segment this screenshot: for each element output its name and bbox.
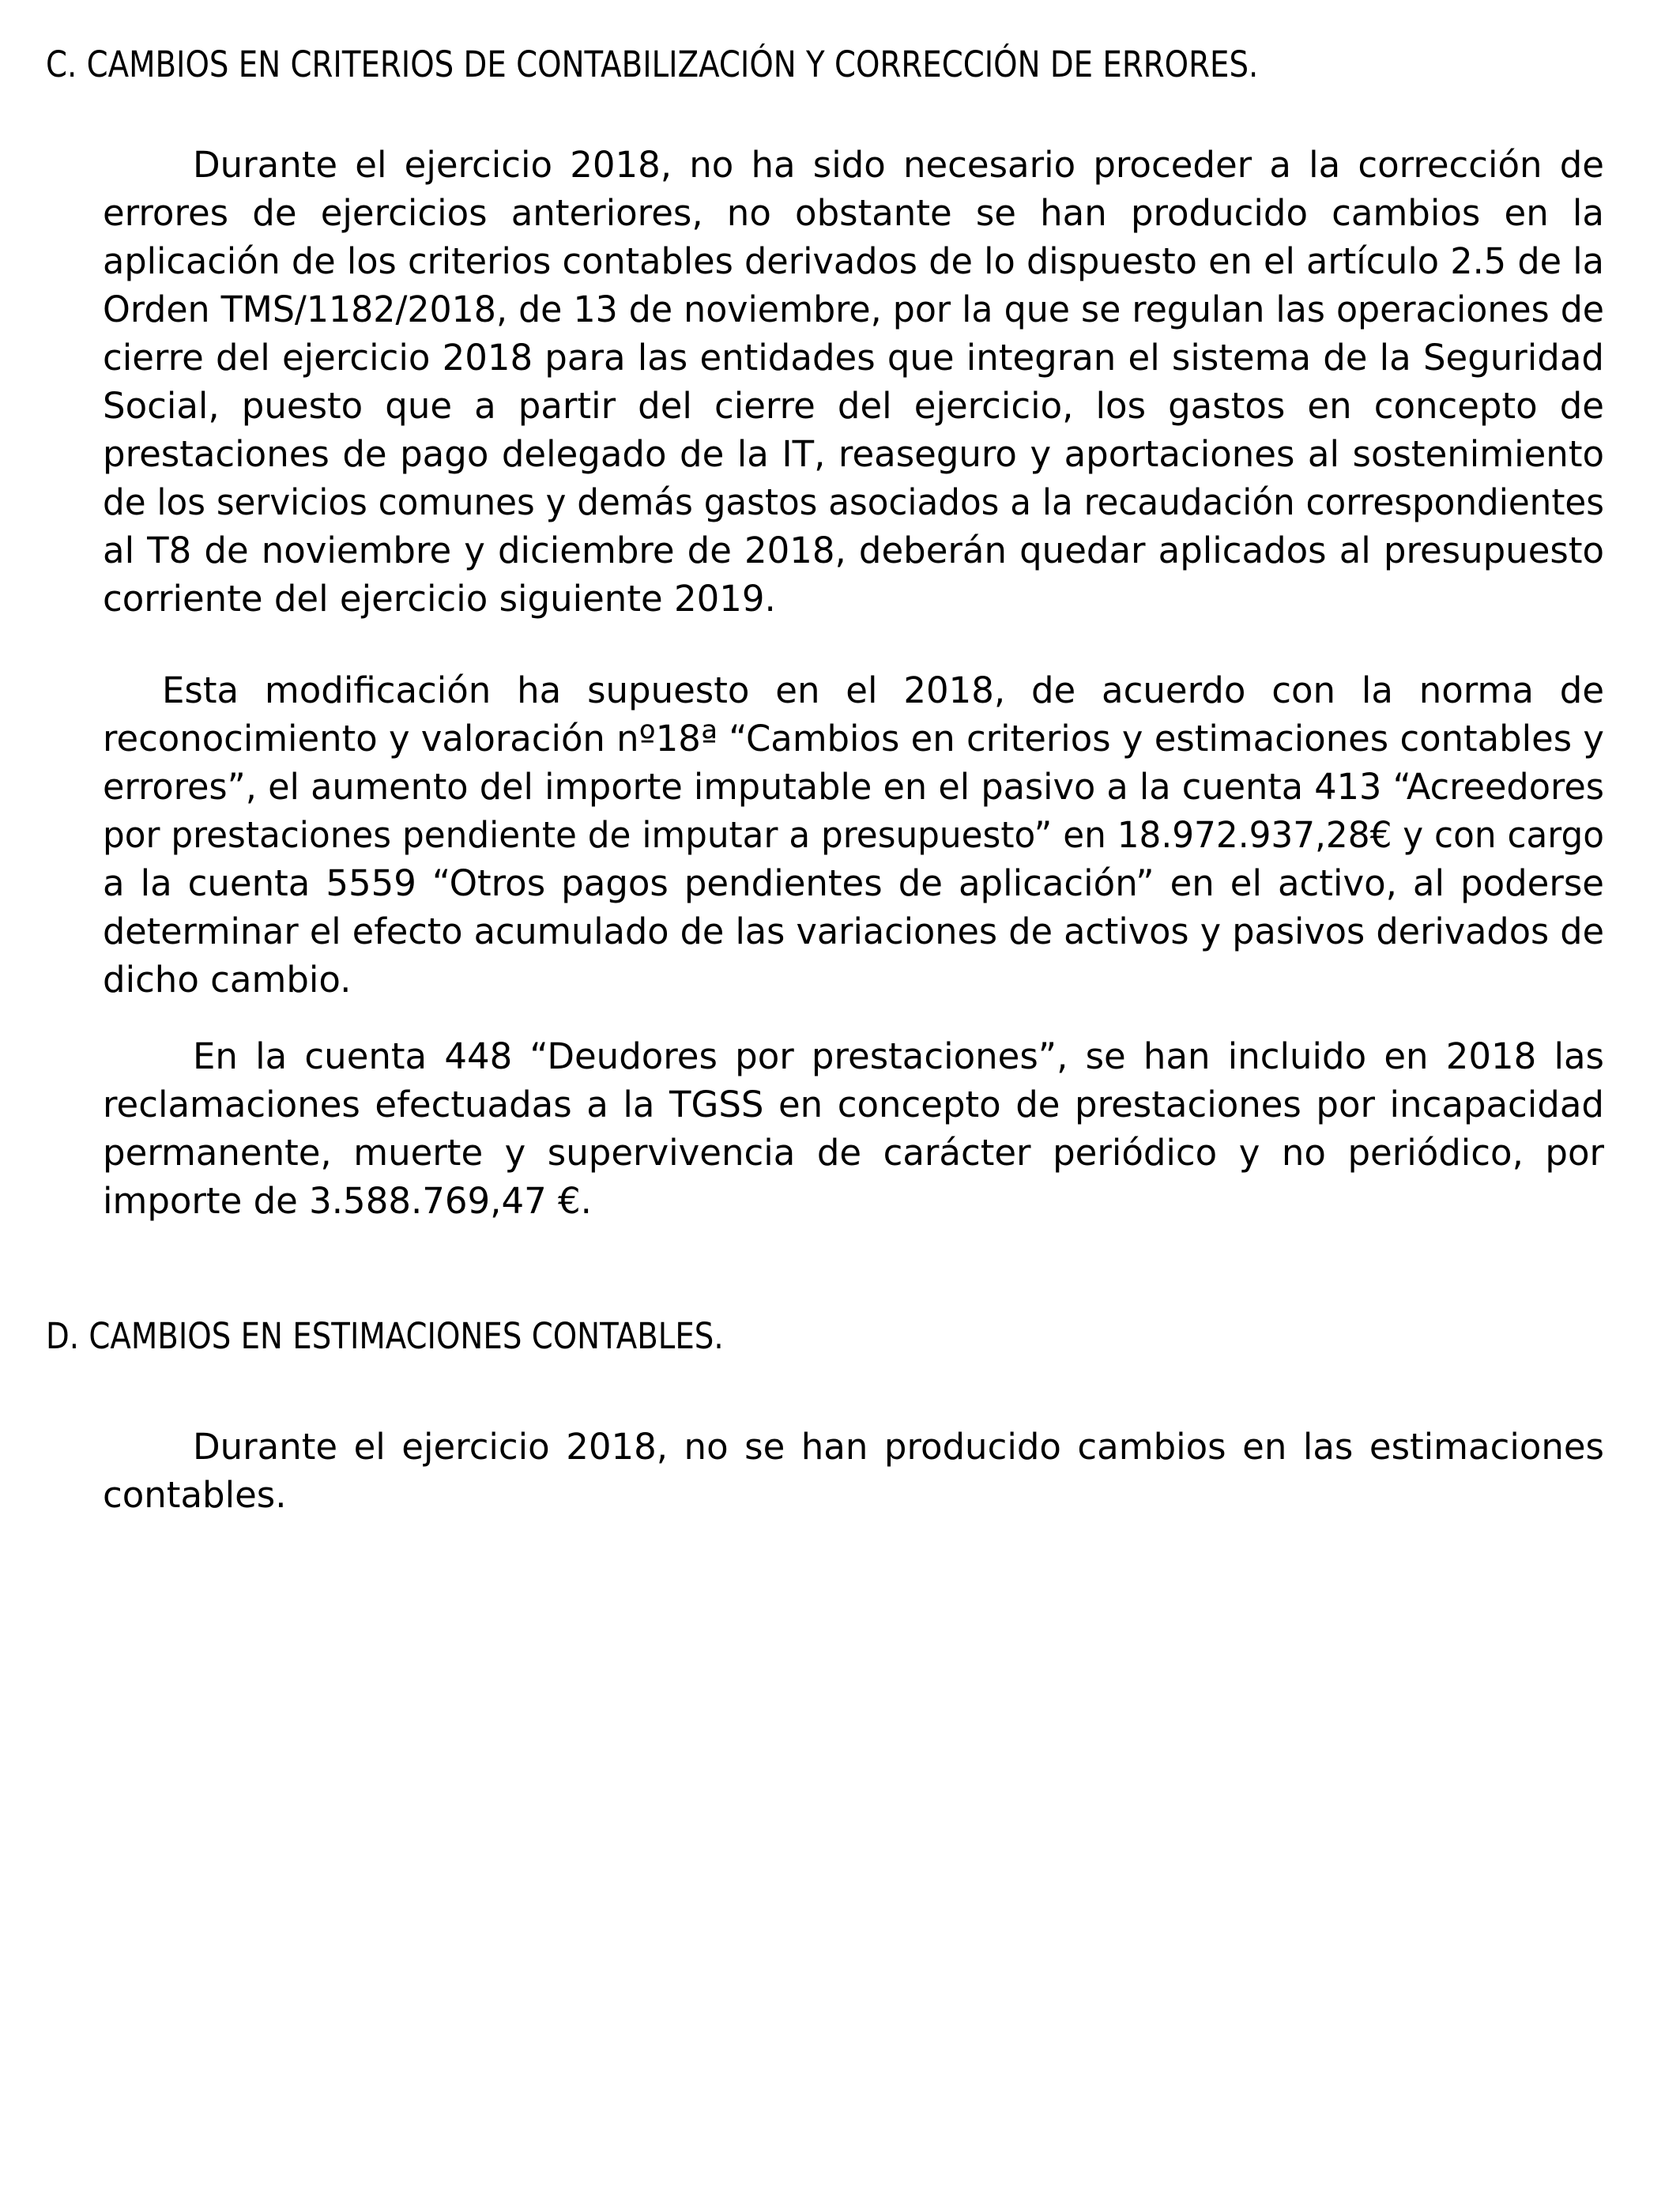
paragraph-line: Esta modificación ha supuesto en el 2018, de acuerdo con la norma de	[162, 669, 1604, 711]
section-c-heading: C. CAMBIOS EN CRITERIOS DE CONTABILIZACIÓN Y CORRECCIÓN DE ERRORES.	[46, 43, 1259, 85]
paragraph-line: En la cuenta 448 “Deudores por prestaciones”, se han incluido en 2018 las	[193, 1035, 1604, 1077]
paragraph-line: determinar el efecto acumulado de las variaciones de activos y pasivos derivados de	[103, 910, 1604, 952]
paragraph-line: Durante el ejercicio 2018, no ha sido necesario proceder a la corrección de	[193, 144, 1604, 186]
section-d-paragraph-1	[103, 1423, 1604, 1519]
paragraph-line: Durante el ejercicio 2018, no se han producido cambios en las estimaciones	[193, 1426, 1604, 1468]
section-c-paragraph-3	[103, 1032, 1604, 1225]
paragraph-line: reconocimiento y valoración nº18ª “Cambios en criterios y estimaciones contables y	[103, 718, 1604, 760]
section-c-paragraph-1	[103, 141, 1604, 623]
paragraph-line: errores de ejercicios anteriores, no obstante se han producido cambios en la	[103, 192, 1604, 234]
paragraph-line: a la cuenta 5559 “Otros pagos pendientes de aplicación” en el activo, al poderse	[103, 862, 1604, 904]
paragraph-line: importe de 3.588.769,47 €.	[103, 1180, 592, 1222]
section-c-paragraph-2	[103, 666, 1604, 1004]
paragraph-line: por prestaciones pendiente de imputar a presupuesto” en 18.972.937,28€ y con cargo	[103, 814, 1604, 856]
paragraph-line: corriente del ejercicio siguiente 2019.	[103, 578, 776, 620]
paragraph-line: errores”, el aumento del importe imputable en el pasivo a la cuenta 413 “Acreedores	[103, 766, 1604, 808]
paragraph-line: cierre del ejercicio 2018 para las entidades que integran el sistema de la Seguridad	[103, 337, 1604, 379]
paragraph-line: permanente, muerte y supervivencia de carácter periódico y no periódico, por	[103, 1132, 1604, 1174]
paragraph-line: al T8 de noviembre y diciembre de 2018, deberán quedar aplicados al presupuesto	[103, 530, 1604, 571]
paragraph-line: reclamaciones efectuadas a la TGSS en concepto de prestaciones por incapacidad	[103, 1084, 1604, 1125]
paragraph-line: contables.	[103, 1474, 287, 1516]
paragraph-line: dicho cambio.	[103, 959, 352, 1001]
paragraph-line: Orden TMS/1182/2018, de 13 de noviembre, por la que se regulan las operaciones de	[103, 288, 1604, 330]
paragraph-line: aplicación de los criterios contables derivados de lo dispuesto en el artículo 2.5 de la	[103, 240, 1604, 282]
section-d-heading: D. CAMBIOS EN ESTIMACIONES CONTABLES.	[46, 1315, 724, 1357]
paragraph-line: Social, puesto que a partir del cierre del ejercicio, los gastos en concepto de	[103, 385, 1604, 427]
paragraph-line: de los servicios comunes y demás gastos asociados a la recaudación correspondientes	[103, 481, 1604, 523]
paragraph-line: prestaciones de pago delegado de la IT, reaseguro y aportaciones al sostenimiento	[103, 433, 1604, 475]
